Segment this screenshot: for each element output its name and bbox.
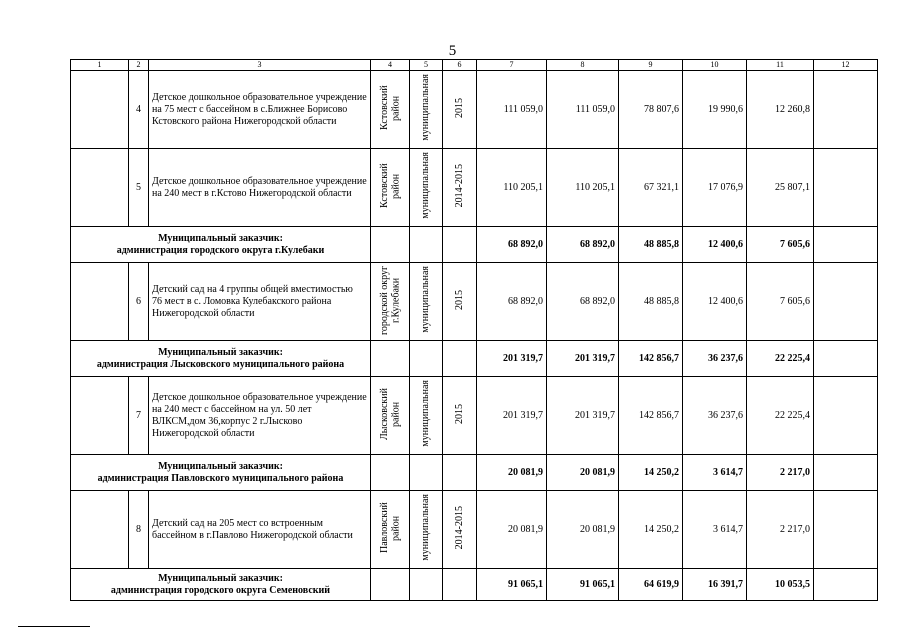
customer-subtotal-row (71, 455, 878, 491)
amount-col9: 67 321,1 (619, 149, 683, 227)
project-name: Детское дошкольное образовательное учреждение на 240 мест с бассейном на ул. 50 лет ВЛКСМ,дом 36,корпус 2 г.Лысково Нижегородской области (149, 377, 371, 455)
customer-name: Муниципальный заказчик: администрация Лысковского муниципального района (71, 341, 371, 377)
amount-col10: 19 990,6 (683, 71, 747, 149)
col-number: 8 (547, 60, 619, 71)
amount-col9: 14 250,2 (619, 491, 683, 569)
amount-col11: 7 605,6 (747, 227, 814, 263)
empty-cell (71, 149, 129, 227)
project-row (71, 263, 878, 341)
amount-col9: 64 619,9 (619, 569, 683, 601)
district-text: Кстовский район (378, 85, 401, 130)
col-number: 9 (619, 60, 683, 71)
district-text: Кстовский район (378, 163, 401, 208)
amount-col10: 12 400,6 (683, 263, 747, 341)
district (371, 491, 410, 569)
amount-col7: 110 205,1 (477, 149, 547, 227)
empty-cell (410, 455, 443, 491)
empty-cell (71, 71, 129, 149)
amount-col9: 14 250,2 (619, 455, 683, 491)
amount-col8: 68 892,0 (547, 227, 619, 263)
amount-col11: 7 605,6 (747, 263, 814, 341)
district (371, 71, 410, 149)
row-number: 4 (129, 71, 149, 149)
amount-col9: 78 807,6 (619, 71, 683, 149)
col-number: 10 (683, 60, 747, 71)
empty-cell (410, 341, 443, 377)
period-text: 2014-2015 (453, 163, 465, 208)
amount-col11: 10 053,5 (747, 569, 814, 601)
amount-col8: 201 319,7 (547, 377, 619, 455)
amount-col8: 68 892,0 (547, 263, 619, 341)
ownership (410, 377, 443, 455)
column-number-row (71, 60, 878, 71)
row-number: 8 (129, 491, 149, 569)
district-text: Лысковский район (378, 387, 401, 440)
empty-cell (410, 227, 443, 263)
budget-table (70, 59, 878, 601)
col-number: 12 (814, 60, 878, 71)
project-row (71, 377, 878, 455)
ownership-text: муниципальная (420, 74, 432, 141)
amount-col7: 111 059,0 (477, 71, 547, 149)
project-name: Детское дошкольное образовательное учреждение на 240 мест в г.Кстово Нижегородской области (149, 149, 371, 227)
empty-cell (814, 149, 878, 227)
amount-col11: 22 225,4 (747, 341, 814, 377)
amount-col8: 20 081,9 (547, 491, 619, 569)
amount-col10: 16 391,7 (683, 569, 747, 601)
col-number: 2 (129, 60, 149, 71)
amount-col9: 48 885,8 (619, 227, 683, 263)
empty-cell (410, 569, 443, 601)
empty-cell (71, 491, 129, 569)
period (443, 71, 477, 149)
amount-col8: 110 205,1 (547, 149, 619, 227)
amount-col7: 68 892,0 (477, 263, 547, 341)
amount-col7: 20 081,9 (477, 455, 547, 491)
empty-cell (814, 377, 878, 455)
page-number: 5 (448, 43, 457, 59)
col-number: 7 (477, 60, 547, 71)
period (443, 377, 477, 455)
empty-cell (371, 569, 410, 601)
col-number: 11 (747, 60, 814, 71)
empty-cell (371, 455, 410, 491)
empty-cell (814, 227, 878, 263)
ownership-text: муниципальная (420, 266, 432, 333)
amount-col10: 36 237,6 (683, 377, 747, 455)
empty-cell (443, 227, 477, 263)
period-text: 2015 (453, 403, 465, 424)
period-text: 2014-2015 (453, 505, 465, 550)
ownership-text: муниципальная (420, 380, 432, 447)
period (443, 263, 477, 341)
empty-cell (443, 455, 477, 491)
period (443, 491, 477, 569)
amount-col11: 25 807,1 (747, 149, 814, 227)
col-number: 4 (371, 60, 410, 71)
empty-cell (71, 377, 129, 455)
row-number: 5 (129, 149, 149, 227)
project-row (71, 71, 878, 149)
amount-col9: 142 856,7 (619, 341, 683, 377)
col-number: 3 (149, 60, 371, 71)
period-text: 2015 (453, 289, 465, 310)
empty-cell (814, 455, 878, 491)
col-number: 6 (443, 60, 477, 71)
ownership-text: муниципальная (420, 152, 432, 219)
empty-cell (814, 263, 878, 341)
ownership (410, 263, 443, 341)
amount-col9: 142 856,7 (619, 377, 683, 455)
district-text: городской округ г.Кулебаки (378, 264, 401, 335)
amount-col10: 12 400,6 (683, 227, 747, 263)
period-text: 2015 (453, 97, 465, 118)
amount-col7: 201 319,7 (477, 341, 547, 377)
amount-col7: 201 319,7 (477, 377, 547, 455)
customer-name: Муниципальный заказчик: администрация Павловского муниципального района (71, 455, 371, 491)
amount-col9: 48 885,8 (619, 263, 683, 341)
row-number: 7 (129, 377, 149, 455)
amount-col11: 2 217,0 (747, 455, 814, 491)
empty-cell (443, 569, 477, 601)
amount-col10: 3 614,7 (683, 491, 747, 569)
row-number: 6 (129, 263, 149, 341)
col-number: 5 (410, 60, 443, 71)
amount-col7: 91 065,1 (477, 569, 547, 601)
district-text: Павловский район (378, 502, 401, 553)
ownership (410, 71, 443, 149)
project-row (71, 149, 878, 227)
period (443, 149, 477, 227)
project-name: Детский сад на 4 группы общей вместимостью 76 мест в с. Ломовка Кулебакского района Нижегородской области (149, 263, 371, 341)
amount-col10: 36 237,6 (683, 341, 747, 377)
district (371, 263, 410, 341)
amount-col10: 17 076,9 (683, 149, 747, 227)
amount-col11: 2 217,0 (747, 491, 814, 569)
empty-cell (814, 341, 878, 377)
ownership (410, 491, 443, 569)
footnote-divider (18, 626, 90, 627)
empty-cell (814, 491, 878, 569)
amount-col11: 22 225,4 (747, 377, 814, 455)
project-name: Детское дошкольное образовательное учреждение на 75 мест с бассейном в с.Ближнее Борисово Кстовского района Нижегородской области (149, 71, 371, 149)
ownership-text: муниципальная (420, 494, 432, 561)
empty-cell (443, 341, 477, 377)
ownership (410, 149, 443, 227)
district (371, 149, 410, 227)
amount-col7: 20 081,9 (477, 491, 547, 569)
project-name: Детский сад на 205 мест со встроенным бассейном в г.Павлово Нижегородской области (149, 491, 371, 569)
empty-cell (71, 263, 129, 341)
empty-cell (371, 341, 410, 377)
amount-col7: 68 892,0 (477, 227, 547, 263)
customer-name: Муниципальный заказчик: администрация городского округа г.Кулебаки (71, 227, 371, 263)
amount-col11: 12 260,8 (747, 71, 814, 149)
customer-subtotal-row (71, 569, 878, 601)
amount-col8: 111 059,0 (547, 71, 619, 149)
customer-name: Муниципальный заказчик: администрация городского округа Семеновский (71, 569, 371, 601)
empty-cell (814, 71, 878, 149)
amount-col10: 3 614,7 (683, 455, 747, 491)
customer-subtotal-row (71, 227, 878, 263)
amount-col8: 201 319,7 (547, 341, 619, 377)
district (371, 377, 410, 455)
customer-subtotal-row (71, 341, 878, 377)
amount-col8: 20 081,9 (547, 455, 619, 491)
empty-cell (814, 569, 878, 601)
empty-cell (371, 227, 410, 263)
col-number: 1 (71, 60, 129, 71)
project-row (71, 491, 878, 569)
amount-col8: 91 065,1 (547, 569, 619, 601)
